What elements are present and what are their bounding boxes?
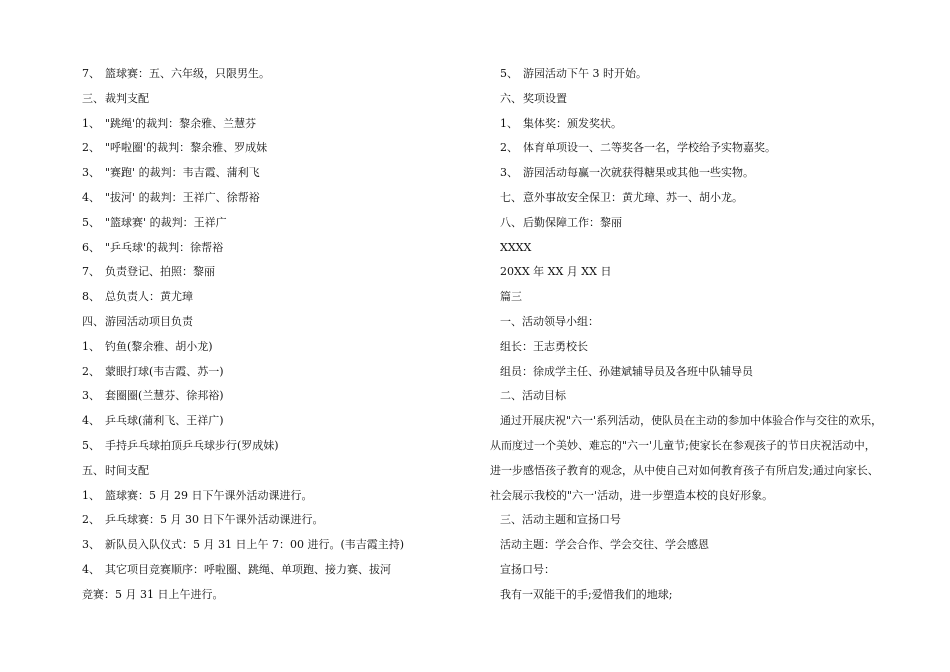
left-line (82, 290, 193, 304)
item-number: 5、 (500, 67, 518, 80)
item-text: 社会展示我校的"六一'活动，进一步塑造本校的良好形象。 (490, 488, 774, 502)
item-text: 竞赛：5 月 31 日上午进行。 (82, 587, 224, 601)
item-number: 3、 (82, 166, 100, 180)
right-line (500, 141, 776, 155)
right-line (500, 513, 621, 527)
item-text: 负责登记、拍照：黎丽 (105, 265, 215, 279)
item-number: 八、 (500, 215, 522, 229)
right-line (500, 241, 531, 255)
left-line (82, 365, 224, 379)
item-text: 一、活动领导小组： (500, 315, 599, 328)
item-number: 5、 (82, 215, 100, 229)
right-line (500, 365, 753, 379)
item-text: 活动主题：学会合作、学会交往、学会感恩 (500, 538, 709, 552)
item-text: "拔河' 的裁判：王祥广、徐帮裕 (105, 191, 260, 204)
left-line (82, 166, 260, 180)
item-number: 7、 (82, 67, 100, 80)
item-number: 六、 (500, 91, 522, 105)
item-text: 套圈圈(兰慧芬、徐邦裕) (105, 389, 224, 403)
item-text: 游园活动项目负责 (105, 315, 193, 328)
right-line (500, 290, 522, 304)
item-number: 4、 (82, 191, 100, 204)
item-text: 宣扬口号： (500, 563, 555, 576)
item-text: 游园活动下午 3 时开始。 (523, 67, 647, 80)
right-line (500, 414, 882, 428)
item-text: 从而度过一个美妙、难忘的"六一'儿童节;使家长在参观孩子的节日庆祝活动中， (490, 439, 876, 452)
right-line (500, 117, 622, 131)
item-number: 6、 (82, 240, 100, 254)
left-line (82, 563, 391, 577)
item-number: 三、 (82, 91, 104, 105)
item-text: "乒乓球'的裁判：徐帮裕 (105, 240, 224, 254)
left-line (82, 241, 223, 255)
left-line (82, 439, 279, 453)
item-text: 二、活动目标 (500, 389, 566, 403)
item-text: 时间支配 (105, 463, 149, 477)
item-text: 意外事故安全保卫：黄尤璋、苏一、胡小龙。 (523, 191, 743, 204)
item-number: 2、 (500, 141, 518, 155)
item-text: 总负责人：黄尤璋 (105, 290, 193, 304)
item-text: 裁判支配 (105, 91, 149, 105)
left-line (82, 92, 149, 106)
item-text: 钓鱼(黎余雅、胡小龙) (105, 339, 213, 353)
right-line (500, 315, 599, 329)
item-text: 手持乒乓球拍顶乒乓球步行(罗成妹) (105, 439, 279, 452)
left-line (82, 513, 323, 527)
item-text: "跳绳'的裁判：黎余雅、兰慧芬 (105, 116, 257, 130)
item-text: 游园活动每赢一次就获得糖果或其他一些实物。 (523, 166, 754, 180)
left-line (82, 389, 224, 403)
item-text: 篮球赛：五、六年级，只限男生。 (105, 67, 270, 80)
right-line (500, 340, 588, 354)
item-text: 20XX 年 XX 月 XX 日 (500, 265, 612, 279)
item-text: 乒乓球(蒲利飞、王祥广) (105, 414, 224, 428)
item-text: 我有一双能干的手;爱惜我们的地球; (500, 587, 673, 601)
item-text: 组员：徐成学主任、孙建斌辅导员及各班中队辅导员 (500, 364, 753, 378)
item-text: 蒙眼打球(韦吉霞、苏一) (105, 364, 224, 378)
item-number: 3、 (82, 538, 100, 552)
item-number: 1、 (500, 116, 518, 130)
item-text: 篇三 (500, 290, 522, 304)
item-text: 篮球赛：5 月 29 日下午课外活动课进行。 (105, 488, 313, 502)
right-line (500, 588, 672, 602)
item-number: 四、 (82, 315, 104, 328)
item-number: 2、 (82, 513, 100, 527)
item-text: 进一步感悟孩子教育的观念，从中使自己对如何教育孩子有所启发;通过向家长、 (490, 463, 879, 477)
item-text: "篮球赛' 的裁判：王祥广 (105, 215, 227, 229)
left-line (82, 315, 193, 329)
item-text: 其它项目竞赛顺序：呼啦圈、跳绳、单项跑、接力赛、拔河 (105, 563, 391, 576)
left-line (82, 414, 224, 428)
left-line (82, 464, 149, 478)
item-number: 3、 (500, 166, 518, 180)
item-text: 三、活动主题和宣扬口号 (500, 513, 621, 527)
left-line (82, 265, 215, 279)
item-text: XXXX (500, 240, 532, 254)
item-text: 组长：王志勇校长 (500, 339, 588, 353)
item-text: "赛跑' 的裁判：韦吉霞、蒲利飞 (105, 166, 260, 180)
right-line (500, 166, 754, 180)
item-number: 1、 (82, 116, 100, 130)
right-line (500, 92, 567, 106)
right-line (490, 464, 879, 478)
item-number: 2、 (82, 141, 100, 155)
left-line (82, 538, 404, 552)
item-number: 5、 (82, 439, 100, 452)
item-text: 奖项设置 (523, 91, 567, 105)
right-line (500, 389, 566, 403)
item-text: 体育单项设一、二等奖各一名，学校给予实物嘉奖。 (523, 141, 776, 155)
item-number: 7、 (82, 265, 100, 279)
left-line (82, 117, 256, 131)
left-line (82, 489, 312, 503)
right-line (500, 67, 647, 81)
left-line (82, 588, 224, 602)
item-number: 1、 (82, 488, 100, 502)
item-number: 8、 (82, 290, 100, 304)
item-number: 五、 (82, 463, 104, 477)
item-number: 1、 (82, 339, 100, 353)
right-line (500, 216, 622, 230)
item-number: 2、 (82, 364, 100, 378)
item-text: 集体奖：颁发奖状。 (523, 116, 622, 130)
item-number: 4、 (82, 414, 100, 428)
left-line (82, 191, 260, 205)
item-text: 通过开展庆祝"六一'系列活动，使队员在主动的参加中体验合作与交往的欢乐， (500, 414, 883, 428)
item-text: 后勤保障工作：黎丽 (523, 215, 622, 229)
right-line (500, 563, 555, 577)
right-line (500, 191, 743, 205)
item-text: 乒乓球赛：5 月 30 日下午课外活动课进行。 (105, 513, 324, 527)
right-line (490, 439, 876, 453)
left-line (82, 67, 270, 81)
item-text: "呼啦圈'的裁判：黎余雅、罗成妹 (105, 141, 268, 155)
left-line (82, 141, 267, 155)
item-number: 4、 (82, 563, 100, 576)
left-line (82, 340, 213, 354)
right-line (500, 265, 611, 279)
left-line (82, 216, 227, 230)
item-number: 3、 (82, 389, 100, 403)
right-line (490, 489, 773, 503)
right-line (500, 538, 709, 552)
item-text: 新队员入队仪式：5 月 31 日上午 7：00 进行。(韦吉霞主持) (105, 538, 405, 552)
item-number: 七、 (500, 191, 522, 204)
